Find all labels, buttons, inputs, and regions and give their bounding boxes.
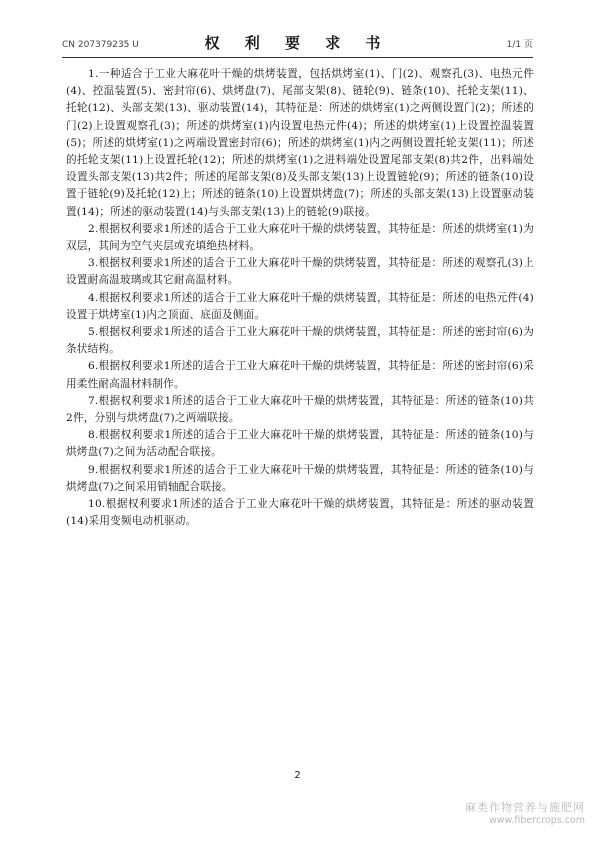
watermark-site-name: 麻类作物营养与施肥网 <box>465 801 585 814</box>
watermark <box>465 799 585 826</box>
page-number: 2 <box>294 770 301 781</box>
claim-4: 4.根据权利要求1所述的适合于工业大麻花叶干燥的烘烤装置，其特征是：所述的电热元件(4)设置于烘烤室(1)内之顶面、底面及侧面。 <box>66 291 534 321</box>
claims-body <box>66 66 534 530</box>
claim-2: 2.根据权利要求1所述的适合于工业大麻花叶干燥的烘烤装置，其特征是：所述的烘烤室(1)为双层，其间为空气夹层或充填绝热材料。 <box>66 222 534 253</box>
claim-3: 3.根据权利要求1所述的适合于工业大麻花叶干燥的烘烤装置，其特征是：所述的观察孔(3)上设置耐高温玻璃或其它耐高温材料。 <box>66 257 534 287</box>
claim-9: 9.根据权利要求1所述的适合于工业大麻花叶干燥的烘烤装置，其特征是：所述的链条(10)与烘烤盘(7)之间采用销轴配合联接。 <box>66 463 534 493</box>
claim-6: 6.根据权利要求1所述的适合于工业大麻花叶干燥的烘烤装置，其特征是：所述的密封帘(6)采用柔性耐高温材料制作。 <box>66 360 534 390</box>
header-divider <box>62 57 533 58</box>
claim-7: 7.根据权利要求1所述的适合于工业大麻花叶干燥的烘烤装置，其特征是：所述的链条(10)共2件，分别与烘烤盘(7)之两端联接。 <box>66 394 534 425</box>
patent-number: CN 207379235 U <box>62 40 139 50</box>
claim-1: 1.一种适合于工业大麻花叶干燥的烘烤装置，包括烘烤室(1)、门(2)、观察孔(3)、电热元件(4)、控温装置(5)、密封帘(6)、烘烤盘(7)、尾部支架(8)、链轮(9)、链条(10)、托轮支架(11)、托轮(12)、头部支架(13)、驱动装置(14)，其特征是：所述的烘烤室(1)之两侧设置门(2)；所述的门(2)上设置观察孔(3)；所述的烘烤室(1)内设置电热元件(4)；所述的烘烤室(1)上设置控温装置(5)；所述的烘烤室(1)之两端设置密封帘(6)；所述的烘烤室(1)内之两侧设置托轮支架(11)；所述的托轮支架(11)上设置托轮(12)；所述的烘烤室(1)之进料端处设置尾部支架(8)共2件，出料端处设置头部支架(13)共2件；所述的尾部支架(8)及头部支架(13)上设置链轮(9)；所述的链条(10)设置于链轮(9)及托轮(12)上；所述的链条(10)上设置烘烤盘(7)；所述的头部支架(13)上设置驱动装置(14)；所述的驱动装置(14)与头部支架(13)上的链轮(9)联接。 <box>66 68 534 218</box>
page-title: 权 利 要 求 书 <box>204 34 391 52</box>
page-info: 1/1 页 <box>506 40 533 50</box>
document-header <box>62 30 533 56</box>
claim-10: 10.根据权利要求1所述的适合于工业大麻花叶干燥的烘烤装置，其特征是：所述的驱动装置(14)采用变频电动机驱动。 <box>66 498 534 528</box>
claim-8: 8.根据权利要求1所述的适合于工业大麻花叶干燥的烘烤装置，其特征是：所述的链条(10)与烘烤盘(7)之间为活动配合联接。 <box>66 429 534 459</box>
watermark-url: www.fibercrops.com <box>488 815 585 826</box>
claim-5: 5.根据权利要求1所述的适合于工业大麻花叶干燥的烘烤装置，其特征是：所述的密封帘(6)为条状结构。 <box>66 326 534 356</box>
